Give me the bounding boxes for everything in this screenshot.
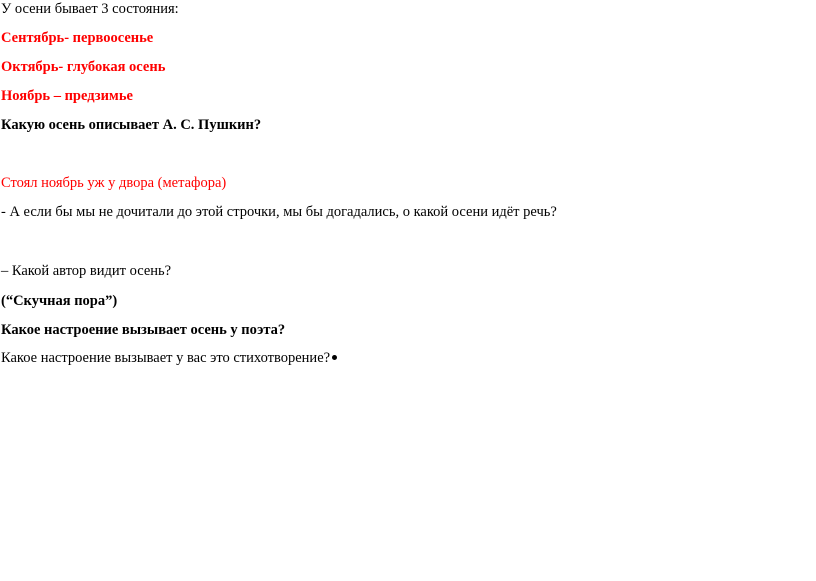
bullet-dot-icon	[332, 355, 337, 360]
question-guess: - А если бы мы не дочитали до этой строчки, мы бы догадались, о какой осени идёт речь?	[1, 204, 557, 220]
october-line: Октябрь- глубокая осень	[1, 59, 166, 75]
september-line: Сентябрь- первоосенье	[1, 30, 154, 46]
question-your-mood: Какое настроение вызывает у вас это стихотворение?	[1, 350, 331, 366]
intro-text: У осени бывает 3 состояния:	[1, 1, 179, 17]
question-pushkin: Какую осень описывает А. С. Пушкин?	[1, 117, 262, 133]
question-your-mood-row	[1, 349, 337, 367]
question-poet-mood: Какое настроение вызывает осень у поэта?	[1, 322, 286, 338]
answer-boring-season: (“Скучная пора”)	[1, 293, 118, 309]
question-author: – Какой автор видит осень?	[1, 263, 172, 279]
november-line: Ноябрь – предзимье	[1, 88, 133, 104]
quote-metaphor: Стоял ноябрь уж у двора (метафора)	[1, 175, 227, 191]
